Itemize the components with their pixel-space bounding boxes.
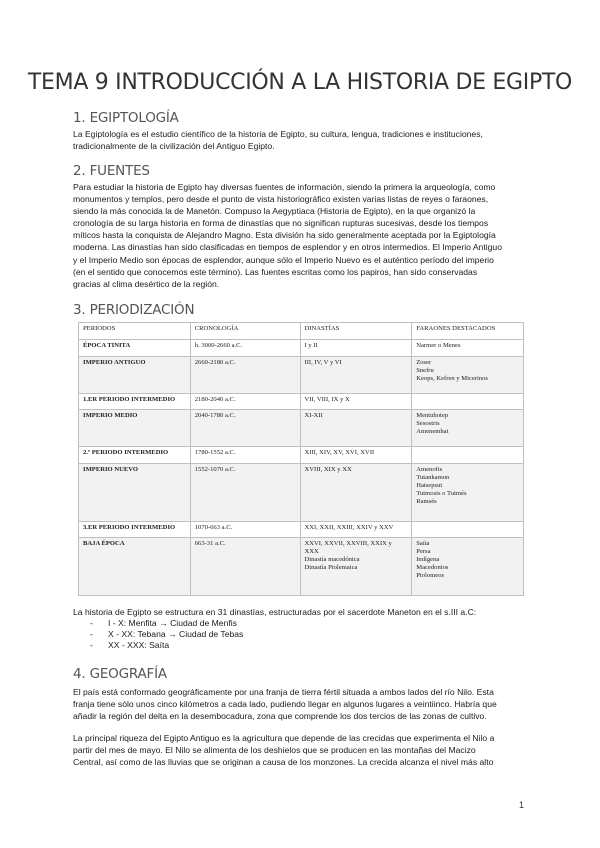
cell-line: XIII, XIV, XV, XVI, XVII	[304, 449, 375, 457]
cell-line: Tutmosis o Tutmés	[416, 490, 467, 498]
cell-line: Tutankamon	[416, 474, 450, 482]
table-cell-dynasties	[300, 356, 412, 393]
column-header: DINASTÍAS	[300, 323, 412, 340]
cell-line: Sesostris	[416, 420, 440, 428]
geografia-paragraph-2	[73, 732, 533, 768]
table-row	[79, 538, 524, 596]
cell-line: Narmer o Menes	[416, 342, 461, 349]
text-line: míticos hasta la conquista de Alejandro Magno. Esta división ha sido generalmente aceptada por la Egiptología	[73, 230, 496, 241]
geografia-paragraph-1	[73, 686, 533, 722]
table-cell-dynasties	[300, 447, 412, 464]
table-cell-chronology: h. 3000-2660 a.C.	[190, 340, 300, 357]
section-heading-fuentes: 2. FUENTES	[73, 163, 150, 179]
table-row	[79, 356, 524, 393]
text-line: Para estudiar la historia de Egipto hay diversas fuentes de información, siendo la primera la arqueología, como	[73, 182, 496, 192]
table-cell-pharaohs	[412, 410, 524, 447]
table-body	[79, 340, 524, 596]
page-title: TEMA 9 INTRODUCCIÓN A LA HISTORIA DE EGIPTO	[27, 70, 573, 95]
table-row	[79, 340, 524, 357]
cell-line: Snefru	[416, 366, 434, 374]
text-line: partir del mes de mayo. El Nilo se alimenta de los deshielos que se producen en las montañas del Macizo	[73, 745, 476, 756]
cell-line: Saíta	[416, 540, 430, 548]
section-heading-egiptologia: 1. EGIPTOLOGÍA	[73, 110, 179, 126]
fuentes-paragraph	[73, 181, 533, 290]
table-cell-period: ÉPOCA TINITA	[79, 340, 191, 357]
table-row	[79, 447, 524, 464]
table-row	[79, 410, 524, 447]
table-cell-chronology: 2040-1780 a.C.	[190, 410, 300, 447]
cell-line: XI-XII	[304, 412, 323, 420]
cell-line: XVIII, XIX y XX	[304, 466, 352, 474]
table-row	[79, 464, 524, 522]
cell-line: Amenemhat	[416, 428, 449, 436]
text-line: moderna. Las dinastías han sido clasificadas en tiempos de esplendor y en otros intermedios. El Imperio Antiguo	[73, 242, 502, 253]
column-header: FARAONES DESTACADOS	[412, 323, 524, 340]
cell-line: Macedonios	[416, 564, 449, 572]
table-cell-pharaohs	[412, 538, 524, 596]
table-cell-dynasties	[300, 538, 412, 596]
table-cell-pharaohs	[412, 464, 524, 522]
table-cell-chronology: 663-31 a.C.	[190, 538, 300, 596]
table-cell-dynasties	[300, 393, 412, 410]
cell-line: III, IV, V y VI	[304, 358, 342, 366]
text-line: La principal riqueza del Egipto Antiguo es la agricultura que depende de las crecidas que experimenta el Nilo a	[73, 733, 495, 743]
table-header-row	[79, 323, 524, 340]
periods-table	[78, 322, 524, 596]
table-cell-pharaohs	[412, 393, 524, 410]
table-cell-pharaohs	[412, 340, 524, 357]
text-line: El país está conformado geográficamente por una franja de tierra fértil situada a ambos lados del río Nilo. Esta	[73, 687, 494, 697]
table-cell-period: 3.ER PERIODO INTERMEDIO	[79, 521, 191, 538]
text-line: tradicionalmente de la civilización del Antiguo Egipto.	[73, 141, 275, 152]
table-cell-pharaohs	[412, 447, 524, 464]
cell-line: Amenofis	[416, 466, 443, 474]
cell-line: XXVI, XXVII, XXVIII, XXIX y XXX	[304, 540, 392, 556]
table-cell-dynasties	[300, 340, 412, 357]
table-cell-dynasties	[300, 521, 412, 538]
column-header: PERIODOS	[79, 323, 191, 340]
table-cell-period: IMPERIO NUEVO	[79, 464, 191, 522]
text-line: añadir la región del delta en la desembocadura, zona que comprende los dos tercios de las zonas de cultivo.	[73, 711, 487, 722]
cell-line: Hatsepsut	[416, 482, 443, 490]
table-cell-chronology: 2660-2180 a.C.	[190, 356, 300, 393]
cell-line: Ramsés	[416, 498, 437, 506]
table-cell-period: IMPERIO ANTIGUO	[79, 356, 191, 393]
text-line: Central, así como de las lluvias que se originan a causa de los monzones. La crecida alcanza el nivel más alto	[73, 757, 494, 768]
table-cell-pharaohs	[412, 521, 524, 538]
cell-line: Keops, Kefren y Micerinos	[416, 374, 488, 382]
page-number: 1	[518, 800, 524, 810]
list-item: - I - X: Menfita → Ciudad de Menfis	[90, 618, 243, 629]
dynasties-summary: La historia de Egipto se estructura en 31 dinastías, estructuradas por el sacerdote Maneton en el s.III a.C:	[73, 607, 477, 617]
cell-line: I y II	[304, 342, 318, 349]
cell-line: Mentuhotep	[416, 412, 449, 420]
list-item: - X - XX: Tebana → Ciudad de Tebas	[90, 629, 243, 640]
table-row	[79, 393, 524, 410]
text-line: gracias al clima desértico de la región.	[73, 278, 220, 289]
text-line: La Egiptología es el estudio científico de la historia de Egipto, su cultura, lengua, tradiciones e instituciones,	[73, 129, 483, 139]
column-header: CRONOLOGÍA	[190, 323, 300, 340]
table-cell-chronology: 2180-2040 a.C.	[190, 393, 300, 410]
section-heading-periodizacion: 3. PERIODIZACIÓN	[73, 302, 195, 318]
list-item: - XX - XXX: Saíta	[90, 640, 243, 651]
section-heading-geografia: 4. GEOGRAFÍA	[73, 666, 167, 682]
cell-line: Dinastía macedónica	[304, 556, 360, 564]
table-cell-dynasties	[300, 410, 412, 447]
table-cell-period: IMPERIO MEDIO	[79, 410, 191, 447]
text-line: siendo la más conocida la de Manetón. Compuso la Aegyptiaca (Historia de Egipto), en la que organizó la	[73, 206, 476, 217]
cell-line: Persa	[416, 548, 431, 556]
cell-line: Zoser	[416, 358, 432, 366]
dynasty-list	[90, 618, 243, 651]
egiptologia-paragraph	[73, 128, 533, 152]
table-cell-period: 2.º PERIODO INTERMEDIO	[79, 447, 191, 464]
cell-line: VII, VIII, IX y X	[304, 395, 350, 403]
text-line: monumentos y templos, pero desde el punto de vista historiográfico existen varias listas de reyes o faraones,	[73, 194, 489, 205]
cell-line: Ptolomeos	[416, 572, 445, 580]
table-cell-period: BAJA ÉPOCA	[79, 538, 191, 596]
cell-line: Indígena	[416, 556, 440, 564]
table-cell-chronology: 1780-1552 a.C.	[190, 447, 300, 464]
table-cell-chronology: 1070-663 a.C.	[190, 521, 300, 538]
table-cell-period: 1.ER PERIODO INTERMEDIO	[79, 393, 191, 410]
table-cell-pharaohs	[412, 356, 524, 393]
text-line: y el Imperio Medio son épocas de esplendor, aunque sólo el Imperio Nuevo es el auténtico período del imperio	[73, 254, 494, 265]
table-cell-dynasties	[300, 464, 412, 522]
text-line: cronología de su larga historia en forma de dinastías que no significan rupturas sucesivas, desde los tiempos	[73, 218, 489, 229]
text-line: franja tiene sólo unos cinco kilómetros a cada lado, pudiendo llegar en algunos lugares a veintiinco. Habría que	[73, 699, 497, 710]
cell-line: Dinastía Ptolemaica	[304, 564, 358, 572]
table-cell-chronology: 1552-1070 a.C.	[190, 464, 300, 522]
cell-line: XXI, XXII, XXIII, XXIV y XXV	[304, 523, 394, 531]
table-row	[79, 521, 524, 538]
text-line: (en el sentido que conocemos este término). Las fuentes escritas como los papiros, han sido conservadas	[73, 266, 478, 277]
